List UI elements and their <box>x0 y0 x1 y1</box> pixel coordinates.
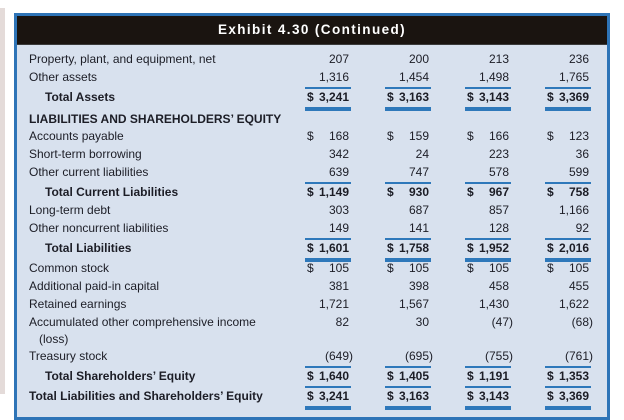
value-cell <box>437 278 517 296</box>
value-cell <box>277 278 357 296</box>
amount-value: 1,758 <box>398 241 429 255</box>
amount <box>385 146 431 164</box>
value-cell <box>437 260 517 278</box>
amount <box>385 164 431 184</box>
amount <box>545 164 591 184</box>
amount-value: (761) <box>564 349 593 363</box>
amount-value: 1,353 <box>558 369 589 383</box>
amount <box>465 348 511 368</box>
value-cell <box>437 314 517 332</box>
table-row <box>29 89 597 109</box>
amount <box>545 202 591 220</box>
currency-symbol: $ <box>387 389 394 403</box>
value-cell <box>357 260 437 278</box>
amount-value: (68) <box>571 315 593 329</box>
amount <box>385 240 431 260</box>
currency-symbol: $ <box>307 241 314 255</box>
amount-value: 200 <box>408 52 429 66</box>
amount <box>465 202 511 220</box>
amount-value: 3,163 <box>398 389 429 403</box>
value-cell <box>357 220 437 240</box>
currency-symbol: $ <box>467 90 474 104</box>
value-cell <box>517 69 597 89</box>
amount <box>305 220 351 240</box>
value-cell <box>357 69 437 89</box>
amount <box>465 314 511 332</box>
value-cell <box>357 146 437 164</box>
amount-value: 1,721 <box>318 297 349 311</box>
amount <box>545 184 591 202</box>
amount-value: 599 <box>568 165 589 179</box>
amount <box>305 146 351 164</box>
table-row <box>29 296 597 314</box>
value-cell <box>357 51 437 69</box>
amount-value: 1,952 <box>478 241 509 255</box>
value-cell <box>437 69 517 89</box>
value-cell <box>357 164 437 184</box>
exhibit-body <box>17 45 607 417</box>
amount-value: 3,241 <box>318 90 349 104</box>
amount-value: 747 <box>408 165 429 179</box>
amount <box>465 164 511 184</box>
value-cell <box>277 51 357 69</box>
amount <box>465 220 511 240</box>
amount-value: 105 <box>488 261 509 275</box>
currency-symbol: $ <box>547 241 554 255</box>
amount-value: 141 <box>408 221 429 235</box>
currency-symbol: $ <box>307 389 314 403</box>
amount-value: 687 <box>408 203 429 217</box>
amount <box>305 368 351 388</box>
amount <box>465 278 511 296</box>
row-label: Long-term debt <box>29 203 111 217</box>
row-label: Treasury stock <box>29 349 108 363</box>
value-cell <box>517 296 597 314</box>
currency-symbol: $ <box>387 369 394 383</box>
row-label: Total Current Liabilities <box>45 185 179 199</box>
row-label: Retained earnings <box>29 297 127 311</box>
amount <box>305 164 351 184</box>
amount <box>545 368 591 388</box>
amount <box>385 184 431 202</box>
amount <box>545 260 591 278</box>
row-label: Other noncurrent liabilities <box>29 221 169 235</box>
amount <box>385 51 431 69</box>
amount <box>465 260 511 278</box>
table-row <box>29 314 597 348</box>
amount <box>545 51 591 69</box>
amount-value: 639 <box>328 165 349 179</box>
table-row <box>29 184 597 202</box>
amount-value: (755) <box>484 349 513 363</box>
currency-symbol: $ <box>547 129 554 143</box>
value-cell <box>277 202 357 220</box>
amount-value: 1,454 <box>398 70 429 84</box>
amount <box>305 51 351 69</box>
value-cell <box>277 89 357 109</box>
scan-artifact-strip <box>0 8 5 394</box>
row-label: Accounts payable <box>29 129 124 143</box>
row-label: Total Liabilities <box>45 241 132 255</box>
value-cell <box>357 296 437 314</box>
value-cell <box>357 240 437 260</box>
value-cell <box>437 146 517 164</box>
amount-value: 168 <box>328 129 349 143</box>
currency-symbol: $ <box>547 389 554 403</box>
amount-value: 1,149 <box>318 185 349 199</box>
amount <box>545 348 591 368</box>
table-row <box>29 368 597 388</box>
value-cell <box>517 164 597 184</box>
amount <box>465 69 511 89</box>
currency-symbol: $ <box>547 369 554 383</box>
amount-value: 3,369 <box>558 389 589 403</box>
amount <box>465 128 511 146</box>
amount <box>385 296 431 314</box>
amount-value: 2,016 <box>558 241 589 255</box>
currency-symbol: $ <box>467 241 474 255</box>
amount <box>305 260 351 278</box>
row-label: Additional paid-in capital <box>29 279 160 293</box>
row-label: Total Assets <box>45 90 116 104</box>
value-cell <box>437 128 517 146</box>
amount-value: (649) <box>324 349 353 363</box>
currency-symbol: $ <box>307 261 314 275</box>
value-cell <box>437 220 517 240</box>
amount-value: 105 <box>328 261 349 275</box>
currency-symbol: $ <box>307 90 314 104</box>
value-cell <box>277 146 357 164</box>
amount-value: 1,640 <box>318 369 349 383</box>
value-cell <box>517 314 597 332</box>
value-cell <box>437 388 517 408</box>
currency-symbol: $ <box>467 185 474 199</box>
currency-symbol: $ <box>387 261 394 275</box>
amount-value: 1,316 <box>318 70 349 84</box>
exhibit-title: Exhibit 4.30 (Continued) <box>17 16 607 45</box>
amount-value: 92 <box>575 221 589 235</box>
amount-value: 1,567 <box>398 297 429 311</box>
currency-symbol: $ <box>467 261 474 275</box>
table-row <box>29 146 597 164</box>
amount-value: 1,622 <box>558 297 589 311</box>
amount <box>465 388 511 408</box>
amount-value: 3,143 <box>478 389 509 403</box>
value-cell <box>277 296 357 314</box>
amount-value: 3,143 <box>478 90 509 104</box>
amount-value: 458 <box>488 279 509 293</box>
amount-value: 1,430 <box>478 297 509 311</box>
value-cell <box>357 184 437 202</box>
value-cell <box>277 348 357 368</box>
amount-value: 207 <box>328 52 349 66</box>
value-cell <box>517 368 597 388</box>
amount <box>385 278 431 296</box>
currency-symbol: $ <box>467 369 474 383</box>
amount <box>305 240 351 260</box>
amount <box>545 69 591 89</box>
value-cell <box>277 220 357 240</box>
table-row <box>29 240 597 260</box>
value-cell <box>437 164 517 184</box>
currency-symbol: $ <box>467 389 474 403</box>
amount <box>385 260 431 278</box>
amount <box>385 368 431 388</box>
amount-value: 24 <box>415 147 429 161</box>
amount <box>305 69 351 89</box>
value-cell <box>277 164 357 184</box>
amount-value: 105 <box>408 261 429 275</box>
amount-value: 223 <box>488 147 509 161</box>
value-cell <box>277 128 357 146</box>
amount <box>385 388 431 408</box>
amount-value: 166 <box>488 129 509 143</box>
currency-symbol: $ <box>387 185 394 199</box>
table-row <box>29 51 597 69</box>
value-cell <box>437 296 517 314</box>
value-cell <box>517 278 597 296</box>
value-cell <box>357 348 437 368</box>
amount <box>385 128 431 146</box>
currency-symbol: $ <box>547 185 554 199</box>
amount <box>385 89 431 109</box>
amount <box>465 368 511 388</box>
amount-value: 213 <box>488 52 509 66</box>
value-cell <box>277 368 357 388</box>
currency-symbol: $ <box>467 129 474 143</box>
value-cell <box>357 278 437 296</box>
amount <box>385 69 431 89</box>
amount-value: 123 <box>568 129 589 143</box>
value-cell <box>517 184 597 202</box>
amount <box>385 314 431 332</box>
amount-value: 3,241 <box>318 389 349 403</box>
amount <box>305 388 351 408</box>
amount-value: 455 <box>568 279 589 293</box>
value-cell <box>517 348 597 368</box>
amount-value: 30 <box>415 315 429 329</box>
row-label: Other assets <box>29 70 98 84</box>
amount <box>385 220 431 240</box>
amount-value: 1,191 <box>478 369 509 383</box>
value-cell <box>357 128 437 146</box>
amount <box>465 184 511 202</box>
currency-symbol: $ <box>547 261 554 275</box>
value-cell <box>517 240 597 260</box>
amount-value: 3,163 <box>398 90 429 104</box>
table-row <box>29 220 597 240</box>
amount-value: 303 <box>328 203 349 217</box>
row-label: LIABILITIES AND SHAREHOLDERS’ EQUITY <box>29 112 282 126</box>
amount-value: 128 <box>488 221 509 235</box>
amount-value: 36 <box>575 147 589 161</box>
value-cell <box>277 314 357 332</box>
amount <box>545 388 591 408</box>
exhibit-table <box>14 13 610 420</box>
amount-value: 381 <box>328 279 349 293</box>
amount <box>545 314 591 332</box>
currency-symbol: $ <box>547 90 554 104</box>
table-row <box>29 111 597 128</box>
amount <box>305 184 351 202</box>
amount-value: 1,166 <box>558 203 589 217</box>
value-cell <box>437 51 517 69</box>
amount-value: (695) <box>404 349 433 363</box>
currency-symbol: $ <box>307 129 314 143</box>
table-row <box>29 260 597 278</box>
amount <box>545 220 591 240</box>
table-row <box>29 69 597 89</box>
amount <box>545 296 591 314</box>
amount-value: (47) <box>491 315 513 329</box>
value-cell <box>277 184 357 202</box>
amount <box>385 348 431 368</box>
row-label: Other current liabilities <box>29 165 149 179</box>
amount <box>545 128 591 146</box>
amount-value: 3,369 <box>558 90 589 104</box>
amount <box>305 314 351 332</box>
amount-value: 398 <box>408 279 429 293</box>
amount <box>305 296 351 314</box>
row-label: Total Liabilities and Shareholders’ Equity <box>29 389 263 403</box>
amount-value: 1,765 <box>558 70 589 84</box>
amount <box>465 296 511 314</box>
value-cell <box>517 220 597 240</box>
amount <box>305 89 351 109</box>
value-cell <box>437 202 517 220</box>
amount-value: 149 <box>328 221 349 235</box>
value-cell <box>437 89 517 109</box>
table-row <box>29 164 597 184</box>
table-row <box>29 128 597 146</box>
currency-symbol: $ <box>387 90 394 104</box>
amount-value: 967 <box>488 185 509 199</box>
amount-value: 1,601 <box>318 241 349 255</box>
value-cell <box>517 388 597 408</box>
value-cell <box>517 128 597 146</box>
currency-symbol: $ <box>307 369 314 383</box>
amount-value: 342 <box>328 147 349 161</box>
currency-symbol: $ <box>387 129 394 143</box>
currency-symbol: $ <box>387 241 394 255</box>
amount <box>545 278 591 296</box>
amount <box>305 202 351 220</box>
value-cell <box>277 69 357 89</box>
amount <box>545 146 591 164</box>
value-cell <box>277 240 357 260</box>
value-cell <box>437 240 517 260</box>
amount <box>465 89 511 109</box>
amount-value: 857 <box>488 203 509 217</box>
amount-value: 82 <box>335 315 349 329</box>
value-cell <box>517 202 597 220</box>
table-row <box>29 202 597 220</box>
amount <box>305 128 351 146</box>
amount <box>305 348 351 368</box>
amount-value: 1,405 <box>398 369 429 383</box>
amount <box>465 240 511 260</box>
amount-value: 236 <box>568 52 589 66</box>
table-row <box>29 348 597 368</box>
value-cell <box>437 348 517 368</box>
value-cell <box>277 388 357 408</box>
table-row <box>29 388 597 408</box>
row-label: Common stock <box>29 261 110 275</box>
row-label: Property, plant, and equipment, net <box>29 52 216 66</box>
amount-value: 758 <box>568 185 589 199</box>
value-cell <box>437 368 517 388</box>
row-label: Total Shareholders’ Equity <box>45 369 196 383</box>
value-cell <box>357 368 437 388</box>
value-cell <box>357 89 437 109</box>
currency-symbol: $ <box>307 185 314 199</box>
amount <box>305 278 351 296</box>
amount <box>465 146 511 164</box>
value-cell <box>357 388 437 408</box>
value-cell <box>517 51 597 69</box>
amount-value: 578 <box>488 165 509 179</box>
value-cell <box>517 89 597 109</box>
amount <box>545 89 591 109</box>
amount <box>385 202 431 220</box>
amount-value: 930 <box>408 185 429 199</box>
value-cell <box>357 314 437 332</box>
amount-value: 105 <box>568 261 589 275</box>
row-label: Short-term borrowing <box>29 147 142 161</box>
amount <box>545 240 591 260</box>
value-cell <box>357 202 437 220</box>
amount-value: 1,498 <box>478 70 509 84</box>
amount-value: 159 <box>408 129 429 143</box>
value-cell <box>437 184 517 202</box>
value-cell <box>517 260 597 278</box>
table-row <box>29 278 597 296</box>
row-label: Accumulated other comprehensive income (loss) <box>29 314 277 348</box>
amount <box>465 51 511 69</box>
value-cell <box>277 260 357 278</box>
row-label-continuation: (loss) <box>39 332 69 346</box>
value-cell <box>517 146 597 164</box>
